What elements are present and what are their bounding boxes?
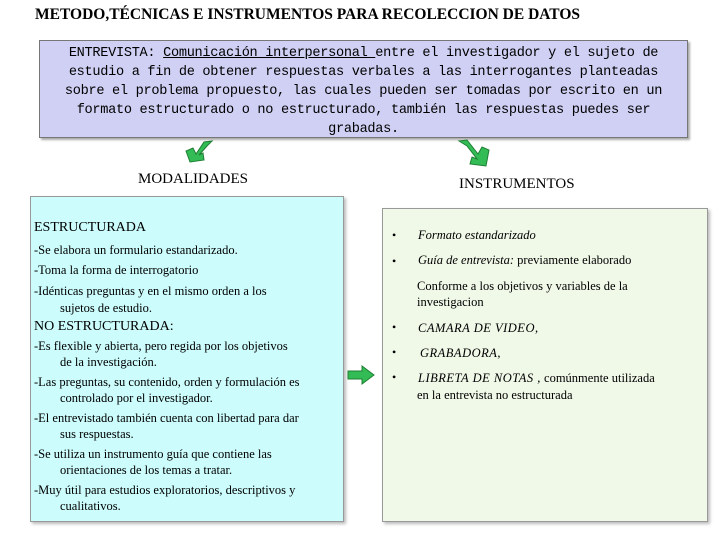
no-estructurada-item: -Las preguntas, su contenido, orden y formulación es bbox=[34, 375, 300, 389]
instrument-camara: CAMARA DE VIDEO, bbox=[418, 321, 539, 335]
instrument-libreta bbox=[418, 370, 655, 386]
definition-box bbox=[39, 40, 688, 138]
estructurada-item: -Idénticas preguntas y en el mismo orden a los bbox=[34, 284, 267, 298]
no-estructurada-item: de la investigación. bbox=[60, 355, 157, 369]
modalidades-heading: MODALIDADES bbox=[138, 171, 248, 187]
definition-term: ENTREVISTA: bbox=[68, 46, 164, 61]
libreta-rest: comúnmente utilizada bbox=[540, 371, 655, 385]
arrow-right-icon bbox=[346, 364, 376, 386]
definition-text: entre el investigador y el sujeto de estudio a fin de obtener respuestas verbales a las interrogantes planteadas sobre el problema propuesto, las cuales pueden ser tomadas por escrito en un formato estructurado o no estructurado, también las respuestas puedes ser grabadas. bbox=[64, 46, 663, 137]
instrument-grabadora: GRABADORA, bbox=[420, 346, 502, 360]
bullet-icon: • bbox=[392, 370, 397, 384]
guia-label: Guía de entrevista: bbox=[418, 253, 515, 267]
instrumentos-heading: INSTRUMENTOS bbox=[459, 176, 575, 192]
estructurada-title: ESTRUCTURADA bbox=[34, 220, 147, 235]
no-estructurada-item: controlado por el investigador. bbox=[60, 391, 213, 405]
libreta-label: LIBRETA DE NOTAS , bbox=[418, 371, 541, 385]
no-estructurada-title: NO ESTRUCTURADA: bbox=[34, 319, 174, 334]
instrument-formato: Formato estandarizado bbox=[418, 228, 536, 242]
guia-note-2: investigacion bbox=[417, 295, 484, 309]
no-estructurada-item: orientaciones de los temas a tratar. bbox=[60, 463, 233, 477]
no-estructurada-item: sus respuestas. bbox=[60, 427, 134, 441]
guia-note-1: Conforme a los objetivos y variables de la bbox=[417, 279, 628, 293]
bullet-icon: • bbox=[392, 254, 397, 268]
arrow-down-left-icon bbox=[182, 138, 216, 164]
no-estructurada-item: -El entrevistado también cuenta con libertad para dar bbox=[34, 411, 299, 425]
bullet-icon: • bbox=[392, 228, 397, 242]
estructurada-item: sujetos de estudio. bbox=[60, 301, 153, 315]
estructurada-item: -Se elabora un formulario estandarizado. bbox=[34, 243, 238, 257]
guia-rest: previamente elaborado bbox=[514, 253, 632, 267]
no-estructurada-item: -Se utiliza un instrumento guía que contiene las bbox=[34, 447, 272, 461]
definition-underlined: Comunicación interpersonal bbox=[163, 46, 376, 61]
no-estructurada-item: -Es flexible y abierta, pero regida por los objetivos bbox=[34, 339, 288, 353]
page-title: METODO,TÉCNICAS E INSTRUMENTOS PARA RECOLECCION DE DATOS bbox=[35, 6, 581, 23]
no-estructurada-item: cualitativos. bbox=[60, 499, 121, 513]
libreta-note: en la entrevista no estructurada bbox=[417, 388, 573, 402]
bullet-icon: • bbox=[392, 345, 397, 359]
no-estructurada-item: -Muy útil para estudios exploratorios, descriptivos y bbox=[34, 483, 296, 497]
arrow-down-right-icon bbox=[456, 138, 496, 170]
instrument-guia bbox=[418, 252, 631, 268]
estructurada-item: -Toma la forma de interrogatorio bbox=[34, 263, 199, 277]
bullet-icon: • bbox=[392, 320, 397, 334]
modalidades-content bbox=[34, 220, 300, 514]
